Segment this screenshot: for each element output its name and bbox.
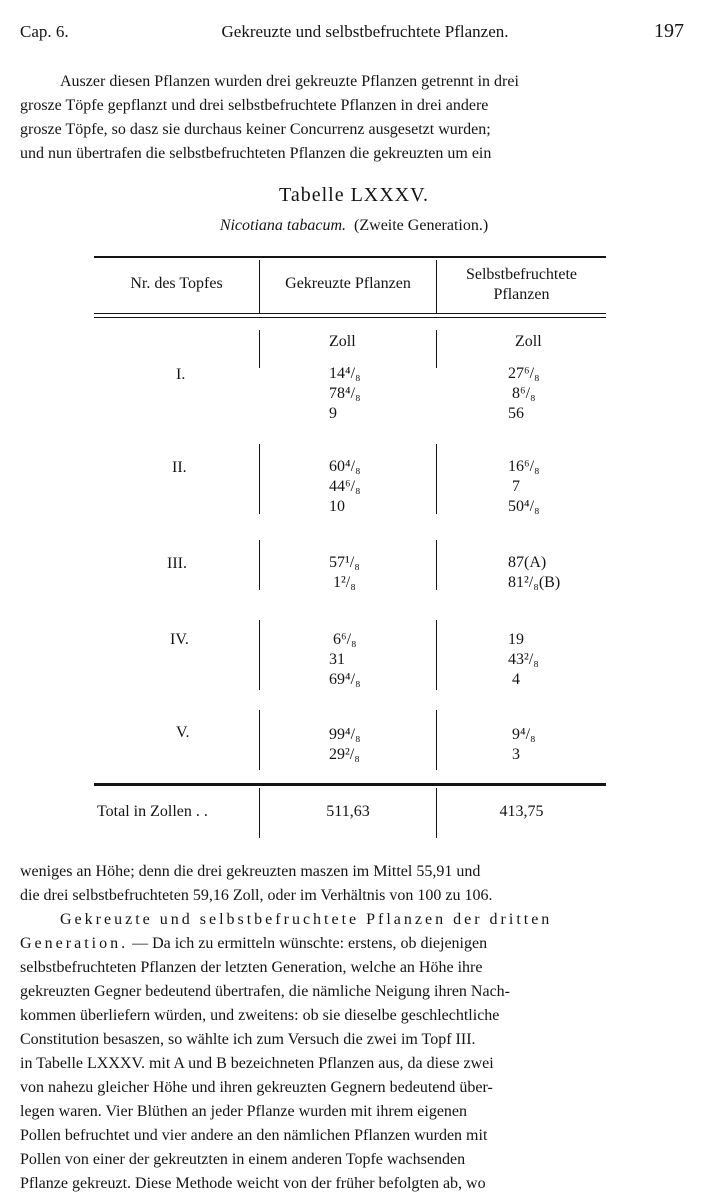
col-divider bbox=[259, 444, 260, 514]
pot-number: I. bbox=[176, 366, 186, 383]
col-divider bbox=[259, 710, 260, 770]
col-divider bbox=[436, 540, 437, 590]
col-divider bbox=[436, 620, 437, 690]
self-values: 27⁶/₈ 8⁶/₈ 56 bbox=[508, 365, 540, 422]
after-paragraph bbox=[20, 860, 684, 908]
pot-number: III. bbox=[167, 555, 187, 572]
col-header-self-line2: Pflanzen bbox=[493, 286, 550, 303]
section-heading: Gekreuzte und selbstbefruchtete Pflanzen der dritten bbox=[60, 911, 553, 928]
section-heading: Generation. bbox=[20, 935, 129, 952]
text-line: Pollen von einer der gekreutzten in einem anderen Topfe wachsenden bbox=[20, 1151, 466, 1168]
text-line: kommen überliefern würden, und zweitens: ob sie dieselbe geschlechtliche bbox=[20, 1007, 500, 1024]
generation-label: (Zweite Generation.) bbox=[354, 217, 489, 234]
section-paragraph bbox=[20, 908, 684, 1196]
pot-number: IV. bbox=[170, 631, 189, 648]
self-values: 16⁶/₈ 7 50⁴/₈ bbox=[508, 458, 540, 515]
text-line bbox=[20, 932, 684, 956]
header-rule-2 bbox=[94, 317, 606, 318]
header-rule-1 bbox=[94, 313, 606, 314]
text-line: von nahezu gleicher Höhe und ihren gekreuzten Gegnern bedeutend über- bbox=[20, 1079, 493, 1096]
text-line: Auszer diesen Pflanzen wurden drei gekreuzte Pflanzen getrennt in drei bbox=[60, 73, 519, 90]
crossed-values: 99⁴/₈ 29²/₈ bbox=[329, 726, 361, 763]
text-line: Pflanze gekreuzt. Diese Methode weicht von der früher befolgten ab, wo bbox=[20, 1175, 486, 1192]
table-subtitle bbox=[0, 217, 708, 235]
text-line: in Tabelle LXXXV. mit A und B bezeichneten Pflanzen aus, da diese zwei bbox=[20, 1055, 494, 1072]
chapter-label: Cap. 6. bbox=[20, 22, 69, 41]
col-divider bbox=[259, 620, 260, 690]
self-values: 19 43²/₈ 4 bbox=[508, 631, 539, 688]
running-header bbox=[20, 22, 684, 46]
col-header-self bbox=[437, 265, 606, 305]
col-header-self-line1: Selbstbefruchtete bbox=[465, 266, 578, 283]
crossed-values: 14⁴/₈ 78⁴/₈ 9 bbox=[329, 365, 361, 422]
col-divider bbox=[436, 444, 437, 514]
text-line: selbstbefruchteten Pflanzen der letzten Generation, welche an Höhe ihre bbox=[20, 959, 483, 976]
page-number: 197 bbox=[654, 20, 684, 42]
col-divider bbox=[436, 330, 437, 368]
species-name: Nicotiana tabacum. bbox=[219, 217, 347, 234]
text-line: gekreuzten Gegner bedeutend übertrafen, die nämliche Neigung ihren Nach- bbox=[20, 983, 510, 1000]
col-header-pot: Nr. des Topfes bbox=[130, 275, 223, 292]
text-line: die drei selbstbefruchteten 59,16 Zoll, oder im Verhältnis von 100 zu 106. bbox=[20, 887, 493, 904]
total-label: Total in Zollen . . bbox=[97, 803, 208, 820]
text-line: — Da ich zu ermitteln wünschte: erstens, ob diejenigen bbox=[128, 935, 488, 952]
total-rule bbox=[94, 783, 606, 786]
self-values: 9⁴/₈ 3 bbox=[512, 726, 536, 763]
text-line: grosze Töpfe gepflanzt und drei selbstbefruchtete Pflanzen in drei andere bbox=[20, 97, 489, 114]
table-top-rule bbox=[94, 256, 606, 258]
text-line: weniges an Höhe; denn die drei gekreuzten maszen im Mittel 55,91 und bbox=[20, 863, 481, 880]
self-values: 87(A) 81²/₈(B) bbox=[508, 554, 561, 591]
total-self: 413,75 bbox=[499, 803, 544, 820]
col-divider bbox=[259, 330, 260, 368]
col-header-crossed: Gekreuzte Pflanzen bbox=[285, 275, 411, 292]
text-line: Constitution besaszen, so wählte ich zum Versuch die zwei im Topf III. bbox=[20, 1031, 476, 1048]
crossed-values: 60⁴/₈ 44⁶/₈ 10 bbox=[329, 458, 361, 515]
unit-crossed: Zoll bbox=[329, 333, 356, 350]
total-crossed: 511,63 bbox=[326, 803, 370, 820]
text-line: Pollen befruchtet und vier andere an den nämlichen Pflanzen wurden mit bbox=[20, 1127, 488, 1144]
text-line: grosze Töpfe, so dasz sie durchaus keiner Concurrenz ausgesetzt wurden; bbox=[20, 121, 491, 138]
col-divider bbox=[259, 540, 260, 590]
intro-paragraph bbox=[20, 70, 684, 166]
col-divider bbox=[436, 710, 437, 770]
running-title: Gekreuzte und selbstbefruchtete Pflanzen. bbox=[221, 22, 509, 41]
unit-self: Zoll bbox=[515, 333, 542, 350]
text-line: legen waren. Vier Blüthen an jeder Pflanze wurden mit ihrem eigenen bbox=[20, 1103, 468, 1120]
text-line: und nun übertrafen die selbstbefruchteten Pflanzen die gekreuzten um ein bbox=[20, 145, 492, 162]
table-title: Tabelle LXXXV. bbox=[279, 184, 429, 206]
crossed-values: 6⁶/₈ 31 69⁴/₈ bbox=[329, 631, 361, 688]
pot-number: V. bbox=[176, 724, 190, 741]
pot-number: II. bbox=[172, 459, 187, 476]
crossed-values: 57¹/₈ 1²/₈ bbox=[329, 554, 360, 591]
